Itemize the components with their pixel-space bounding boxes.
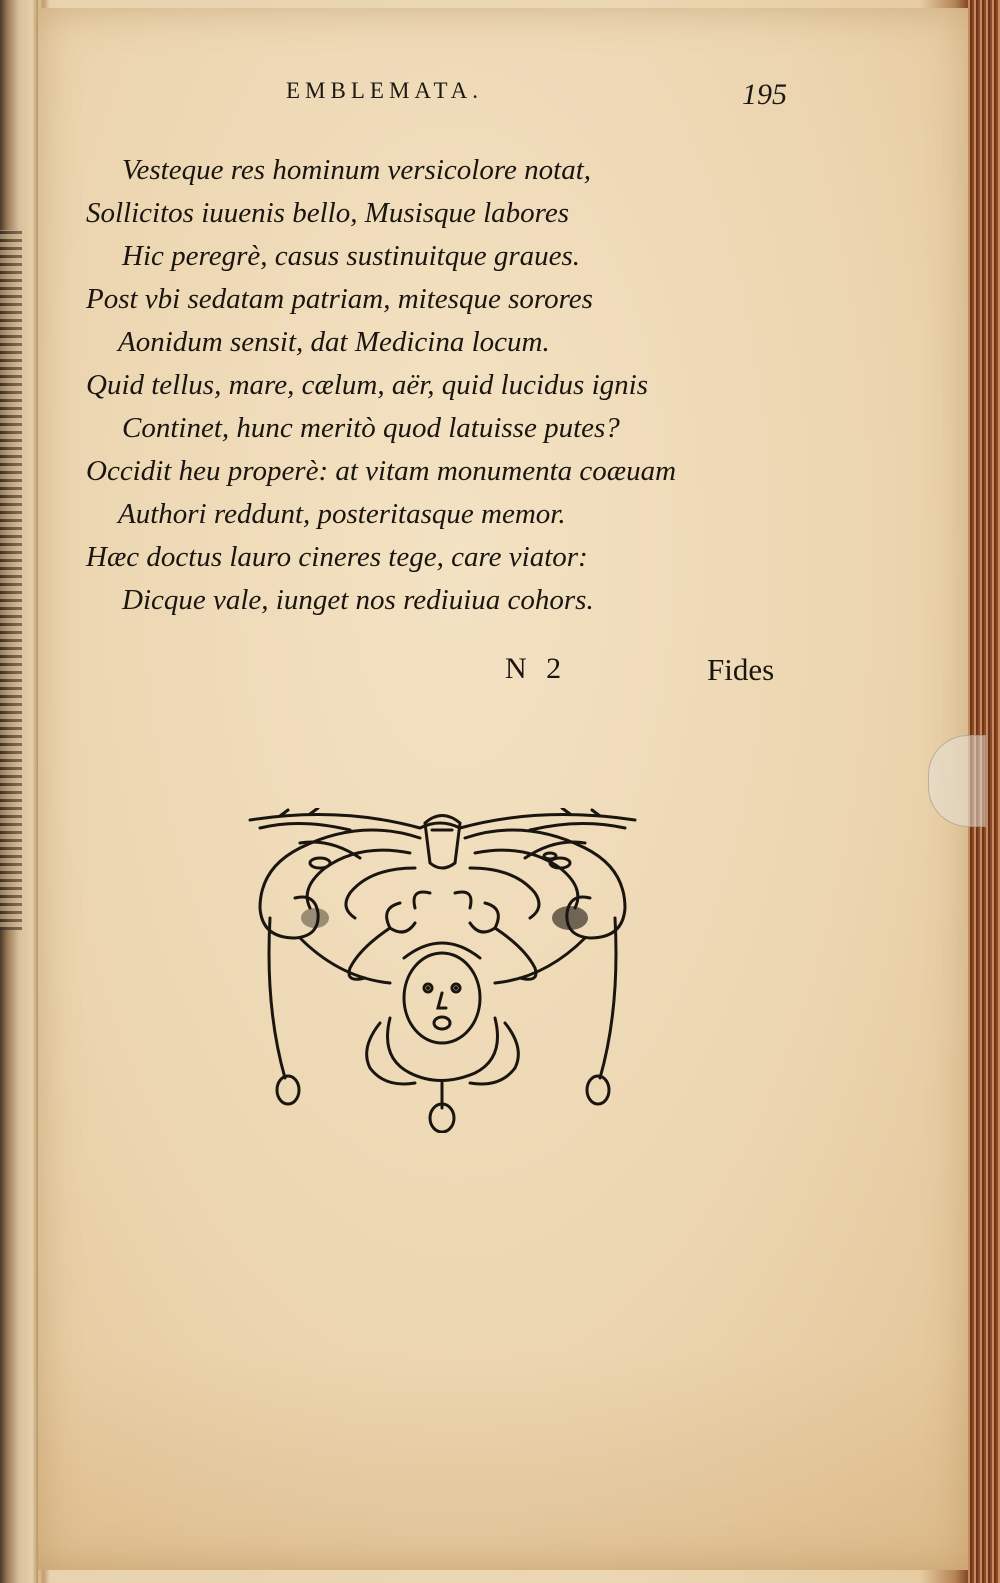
poem-line: Aonidum sensit, dat Medicina locum. bbox=[118, 326, 550, 358]
running-head: EMBLEMATA. bbox=[286, 78, 484, 103]
poem-line: Sollicitos iuuenis bello, Musisque labores bbox=[86, 197, 570, 229]
page-number: 195 bbox=[742, 78, 787, 111]
poem-line: Vesteque res hominum versicolore notat, bbox=[122, 154, 592, 186]
catchword: Fides bbox=[707, 652, 775, 687]
signature-mark: N 2 bbox=[505, 652, 568, 685]
left-page-bleed-woodcut bbox=[0, 230, 22, 930]
poem-line: Authori reddunt, posteritasque memor. bbox=[118, 498, 566, 530]
poem-line: Continet, hunc meritò quod latuisse putes? bbox=[122, 412, 620, 444]
poem-line: Quid tellus, mare, cælum, aër, quid lucidus ignis bbox=[86, 369, 648, 401]
grotesque-mask-woodcut-icon bbox=[240, 808, 645, 1133]
poem-line: Hæc doctus lauro cineres tege, care viator: bbox=[86, 541, 588, 573]
poem-line: Hic peregrè, casus sustinuitque graues. bbox=[122, 240, 581, 272]
poem-line: Occidit heu properè: at vitam monumenta coæuam bbox=[86, 455, 677, 487]
poem-line: Post vbi sedatam patriam, mitesque sorores bbox=[86, 283, 593, 315]
poem-line: Dicque vale, iunget nos rediuiua cohors. bbox=[122, 584, 594, 616]
